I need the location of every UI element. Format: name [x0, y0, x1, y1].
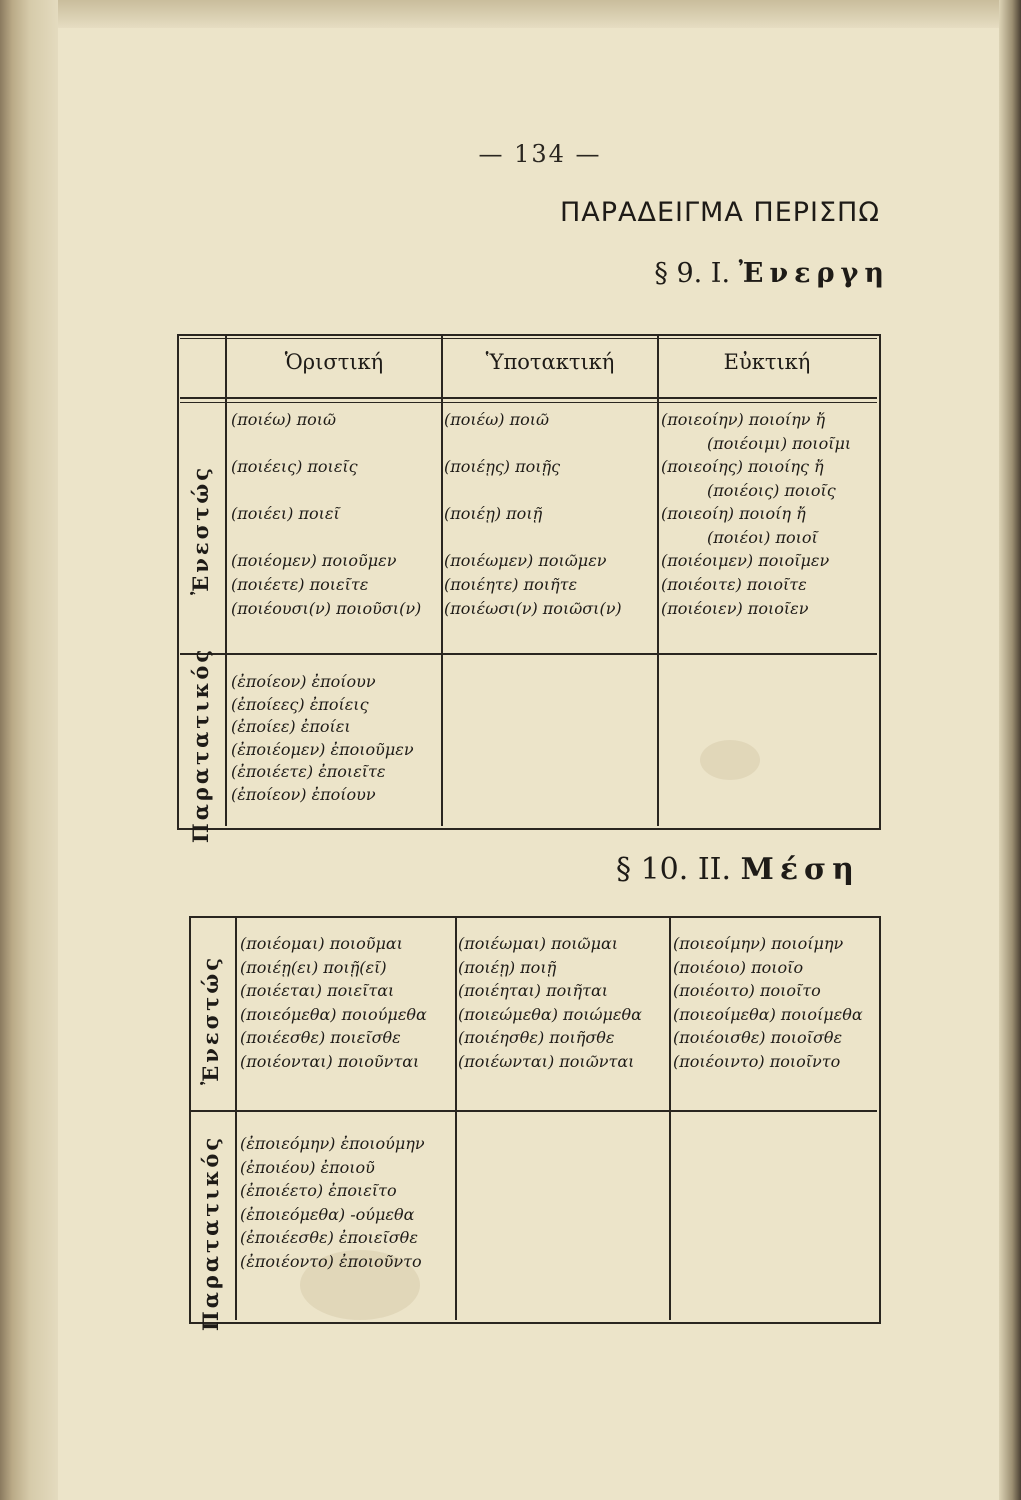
- section-number: § 10. II.: [616, 852, 732, 887]
- header-optative: Εὐκτική: [723, 350, 811, 374]
- verb-form: (ἐποιέου) ἐποιοῦ: [240, 1157, 375, 1177]
- verb-form: (ἐποίεον) ἐποίουν: [231, 672, 376, 691]
- verb-form: (ποιέοιμι) ποιοῖμι: [707, 434, 852, 453]
- verb-form: (ποιέησθε) ποιῆσθε: [458, 1028, 615, 1047]
- column-rule: [441, 336, 443, 826]
- verb-form: (ποιέωσι(ν) ποιῶσι(ν): [444, 599, 622, 618]
- section-title: Μέση: [740, 852, 860, 887]
- page-number: — 134 —: [478, 140, 602, 168]
- verb-form: (ποιέω) ποιῶ: [444, 410, 550, 429]
- verb-form: (ποιέοιμεν) ποιοῖμεν: [661, 551, 830, 570]
- verb-form: (ποιέωμεν) ποιῶμεν: [444, 551, 607, 570]
- verb-form: (ποιέοιεν) ποιοῖεν: [661, 599, 809, 618]
- page-title: ΠΑΡΑΔΕΙΓΜΑ ΠΕΡΙΣΠΩ: [559, 197, 880, 228]
- column-rule: [669, 918, 671, 1320]
- verb-form: (ποιέοις) ποιοῖς: [707, 481, 836, 500]
- section-heading-middle: [600, 852, 860, 887]
- verb-form: (ποιεοίη) ποιοίη ἤ: [661, 504, 806, 523]
- group-label-imperfect: Παρατατικός: [188, 646, 213, 844]
- section-number: § 9. I.: [654, 258, 731, 289]
- header-indicative: Ὁριστική: [284, 350, 384, 374]
- verb-form: (ποιέῃ) ποιῇ: [458, 957, 557, 977]
- page-top-edge: [58, 0, 999, 28]
- verb-form: (ποιέωμαι) ποιῶμαι: [458, 934, 619, 953]
- verb-form: (ποιέοιντο) ποιοῖντο: [673, 1051, 841, 1071]
- page-binding: [0, 0, 58, 1500]
- verb-form: (ποιεοίην) ποιοίην ἤ: [661, 410, 826, 429]
- verb-form: (ἐποιέετε) ἐποιεῖτε: [231, 762, 386, 781]
- header-rule: [180, 397, 877, 399]
- section-heading-active: [600, 258, 890, 289]
- verb-form: (ποιέεις) ποιεῖς: [231, 457, 358, 476]
- verb-form: (ποιέω) ποιῶ: [231, 410, 337, 429]
- verb-form: (ἐποίεε) ἐποίει: [231, 717, 351, 736]
- verb-form: (ποιέῃ(ει) ποιῇ(εῖ): [240, 957, 387, 977]
- column-rule: [225, 336, 227, 826]
- verb-form: (ποιέοιτο) ποιοῖτο: [673, 981, 821, 1000]
- verb-form: (ἐποίεες) ἐποίεις: [231, 694, 369, 714]
- verb-form: (ποιέονται) ποιοῦνται: [240, 1051, 420, 1071]
- verb-form: (ἐποιέομεν) ἐποιοῦμεν: [231, 739, 414, 759]
- verb-form: (ποιέωνται) ποιῶνται: [458, 1051, 635, 1071]
- table-rule: [180, 338, 877, 339]
- verb-form: (ποιεώμεθα) ποιώμεθα: [458, 1004, 642, 1024]
- verb-form: (ποιέοιο) ποιοῖο: [673, 957, 804, 977]
- verb-form: (ποιεοίμην) ποιοίμην: [673, 934, 844, 953]
- verb-form: (ποιεοίμεθα) ποιοίμεθα: [673, 1004, 863, 1024]
- verb-form: (ποιεόμεθα) ποιούμεθα: [240, 1004, 427, 1024]
- column-rule: [455, 918, 457, 1320]
- verb-form: (ποιέοι) ποιοῖ: [707, 528, 818, 547]
- verb-form: (ἐποιέεσθε) ἐποιεῖσθε: [240, 1228, 418, 1247]
- group-label-present: Ἐνεστώς: [198, 955, 223, 1085]
- verb-form: (ποιέομεν) ποιοῦμεν: [231, 551, 397, 570]
- column-rule: [657, 336, 659, 826]
- verb-form: (ἐποιεόμεθα) -ούμεθα: [240, 1204, 415, 1224]
- verb-form: (ποιέοιτε) ποιοῖτε: [661, 575, 807, 594]
- verb-form: (ποιέει) ποιεῖ: [231, 504, 340, 523]
- verb-form: (ποιέεται) ποιεῖται: [240, 981, 395, 1000]
- header-subjunctive: Ὑποτακτική: [485, 350, 615, 374]
- verb-form: (ποιέομαι) ποιοῦμαι: [240, 934, 403, 953]
- verb-form: (ἐποίεον) ἐποίουν: [231, 784, 376, 804]
- verb-form: (ἐποιεόμην) ἐποιούμην: [240, 1134, 425, 1153]
- group-label-imperfect: Παρατατικός: [198, 1134, 223, 1332]
- verb-form: (ποιέετε) ποιεῖτε: [231, 575, 369, 594]
- column-rule: [235, 918, 237, 1320]
- page-edge: [999, 0, 1021, 1500]
- verb-form: (ποιέῃς) ποιῇς: [444, 457, 561, 476]
- verb-form: (ἐποιέετο) ἐποιεῖτο: [240, 1181, 397, 1200]
- group-label-present: Ἐνεστώς: [188, 465, 213, 595]
- group-rule: [180, 653, 877, 655]
- verb-form: (ἐποιέοντο) ἐποιοῦντο: [240, 1251, 422, 1271]
- header-rule: [180, 402, 877, 403]
- section-title: Ἐνεργη: [738, 258, 890, 289]
- verb-form: (ποιέουσι(ν) ποιοῦσι(ν): [231, 599, 422, 618]
- group-rule: [191, 1110, 877, 1112]
- verb-form: (ποιέητε) ποιῆτε: [444, 575, 578, 594]
- verb-form: (ποιέεσθε) ποιεῖσθε: [240, 1028, 401, 1047]
- verb-form: (ποιεοίης) ποιοίης ἤ: [661, 457, 824, 476]
- verb-form: (ποιέῃ) ποιῇ: [444, 504, 543, 523]
- verb-form: (ποιέηται) ποιῆται: [458, 981, 609, 1000]
- verb-form: (ποιέοισθε) ποιοῖσθε: [673, 1028, 843, 1047]
